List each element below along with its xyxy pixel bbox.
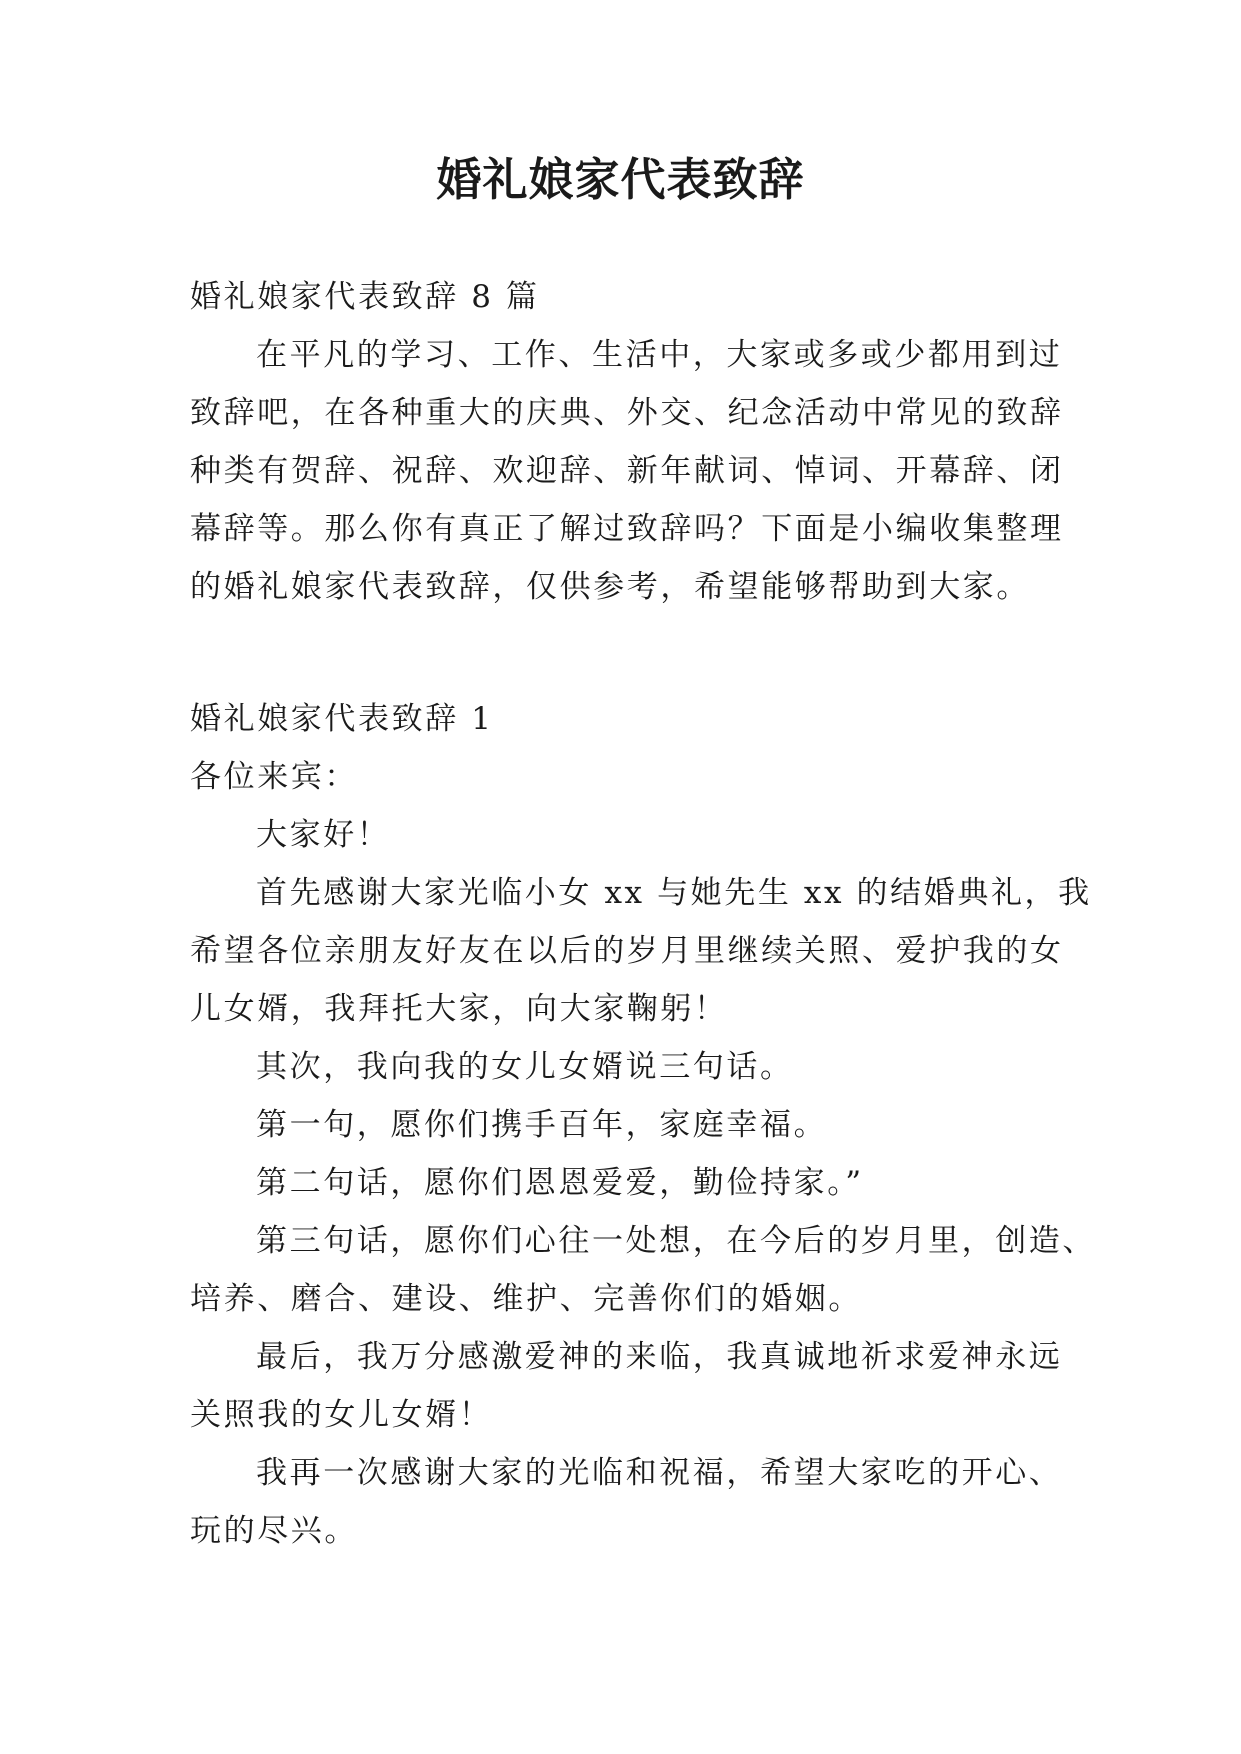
speech-line: 关照我的女儿女婿！ [190,1397,493,1433]
speech-line: 我再一次感谢大家的光临和祝福，希望大家吃的开心、 [256,1455,1063,1491]
speech-line: 玩的尽兴。 [190,1513,358,1549]
speech-line: 其次，我向我的女儿女婿说三句话。 [256,1049,794,1085]
speech-line: 首先感谢大家光临小女 xx 与她先生 xx 的结婚典礼，我 [256,875,1092,911]
speech-line: 希望各位亲朋友好友在以后的岁月里继续关照、爱护我的女 [190,933,1064,969]
intro-paragraph-line: 致辞吧，在各种重大的庆典、外交、纪念活动中常见的致辞 [190,395,1064,431]
speech-block [190,690,1096,1560]
intro-paragraph-line: 种类有贺辞、祝辞、欢迎辞、新年献词、悼词、开幕辞、闭 [190,453,1064,489]
section-heading: 婚礼娘家代表致辞 1 [190,701,494,737]
speech-line: 最后，我万分感激爱神的来临，我真诚地祈求爱神永远 [256,1339,1063,1375]
speech-line: 第一句，愿你们携手百年，家庭幸福。 [256,1107,828,1143]
document-title: 婚礼娘家代表致辞 [436,153,805,206]
speech-line: 第二句话，愿你们恩恩爱爱，勤俭持家。” [256,1165,864,1201]
speech-line: 大家好！ [256,817,391,853]
intro-block [190,268,1064,616]
salutation: 各位来宾： [190,759,358,795]
intro-paragraph-line: 幕辞等。那么你有真正了解过致辞吗？下面是小编收集整理 [190,511,1064,547]
intro-paragraph-line: 的婚礼娘家代表致辞，仅供参考，希望能够帮助到大家。 [190,569,1030,605]
speech-line: 培养、磨合、建设、维护、完善你们的婚姻。 [190,1281,862,1317]
intro-heading: 婚礼娘家代表致辞 8 篇 [190,279,540,315]
speech-line: 儿女婿，我拜托大家，向大家鞠躬！ [190,991,728,1027]
intro-paragraph-line: 在平凡的学习、工作、生活中，大家或多或少都用到过 [256,337,1063,373]
speech-line: 第三句话，愿你们心往一处想，在今后的岁月里，创造、 [256,1223,1096,1259]
